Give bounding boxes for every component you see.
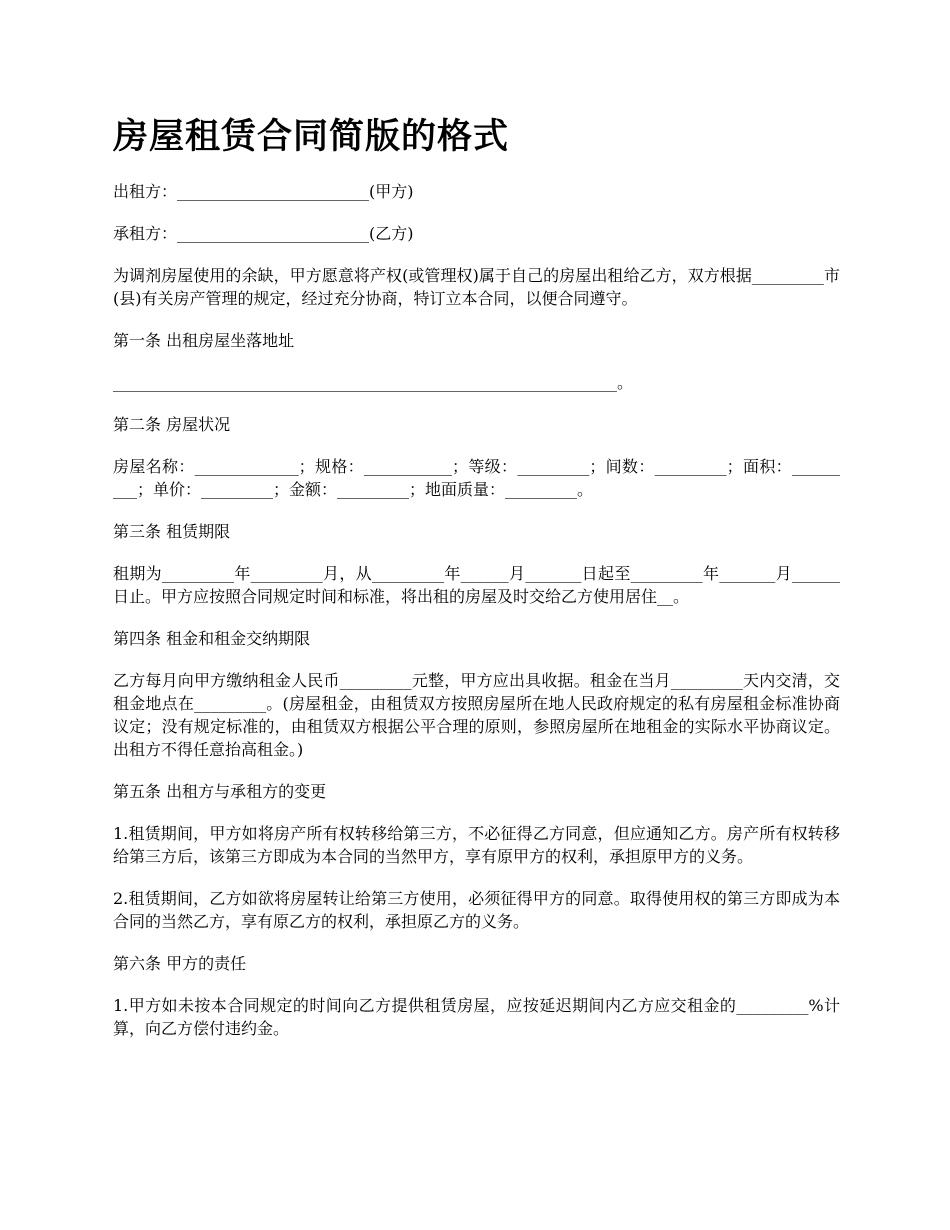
address-line: _______________________________________________________________。	[113, 373, 633, 392]
change-clause-2: 2.租赁期间，乙方如欲将房屋转让给第三方使用，必须征得甲方的同意。取得使用权的第三方即成为本合同的当然乙方，享有原乙方的权利，承担原乙方的义务。	[113, 889, 840, 931]
lease-term-paragraph: 租期为_________年_________月，从_________年______月_______日起至_________年_______月______日止。甲方应按照合同规定时间和标准，将出租的房屋及时交给乙方使用居住__。	[113, 564, 840, 606]
lessee-line: 承租方：________________________(乙方)	[113, 224, 414, 243]
preamble-paragraph: 为调剂房屋使用的余缺，甲方愿意将产权(或管理权)属于自己的房屋出租给乙方，双方根据_________市(县)有关房产管理的规定，经过充分协商，特订立本合同，以便合同遵守。	[113, 266, 840, 308]
document-page	[113, 112, 840, 1059]
article-3-heading: 第三条 租赁期限	[113, 522, 231, 541]
lessor-line: 出租方：________________________(甲方)	[113, 182, 414, 201]
house-condition-paragraph: 房屋名称：_____________；规格：___________；等级：_________；间数：_________；面积：_________；单价：_________；金额：_________；地面质量：_________。	[113, 457, 840, 499]
article-1-heading: 第一条 出租房屋坐落地址	[113, 331, 295, 350]
article-6-heading: 第六条 甲方的责任	[113, 954, 247, 973]
article-2-heading: 第二条 房屋状况	[113, 415, 231, 434]
page-title: 房屋租赁合同简版的格式	[113, 117, 510, 157]
lessor-duty-clause-1: 1.甲方如未按本合同规定的时间向乙方提供租赁房屋，应按延迟期间内乙方应交租金的_________%计算，向乙方偿付违约金。	[113, 996, 840, 1038]
article-5-heading: 第五条 出租方与承租方的变更	[113, 782, 327, 801]
change-clause-1: 1.租赁期间，甲方如将房产所有权转移给第三方，不必征得乙方同意，但应通知乙方。房产所有权转移给第三方后，该第三方即成为本合同的当然甲方，享有原甲方的权利，承担原甲方的义务。	[113, 824, 840, 866]
rent-paragraph: 乙方每月向甲方缴纳租金人民币_________元整，甲方应出具收据。租金在当月_________天内交清，交租金地点在_________。(房屋租金，由租赁双方按照房屋所在地人民政府规定的私有房屋租金标准协商议定；没有规定标准的，由租赁双方根据公平合理的原则，参照房屋所在地租金的实际水平协商议定。出租方不得任意抬高租金。)	[113, 671, 840, 759]
article-4-heading: 第四条 租金和租金交纳期限	[113, 629, 311, 648]
